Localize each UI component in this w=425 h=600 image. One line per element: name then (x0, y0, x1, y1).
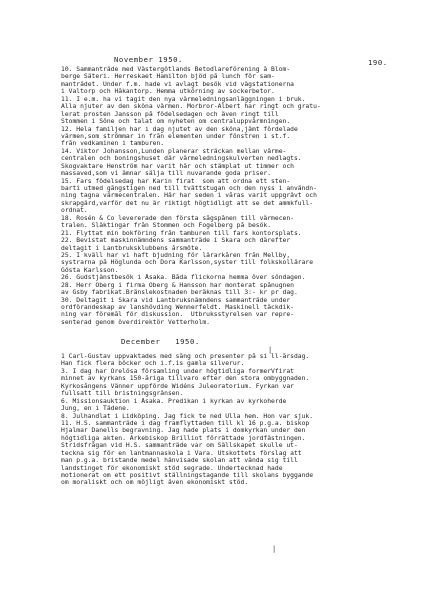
text-line: massaved,som vi ämnar sälja till nuvarande goda priser. (61, 170, 272, 178)
text-line: 11. I e.m. ha vi tagit den nya värmeledningsanläggningen i bruk. (61, 95, 306, 103)
page-number: 190. (368, 58, 388, 67)
text-line: Gösta Karlsson. (61, 266, 119, 274)
text-line: av Gsby fabrikat.Bränslekostnaden beräknas till 3:- kr pr dag. (61, 289, 298, 297)
text-line: Skogvaktare Henström har varit här och stämplat ut timmer och (61, 162, 294, 170)
text-line: 10. Sammanträde med Västergötlands Betodlareförening å Blom- (61, 66, 291, 73)
month-header: November 1950. (114, 55, 183, 64)
text-line: motionerat om ett positivt ställningstagande till skolans byggande (61, 472, 314, 479)
text-line: 3. I dag har Örelösa församling under högtidliga formerVfirat (61, 367, 294, 375)
december-heading: December 1950. (121, 337, 200, 346)
text-line: Alla njuter av den sköna värmen. Morbror-Albert har ringt och gratu- (61, 103, 321, 111)
text-line: 18. Rosén & Co levererade den första sågspånen till värmecen- (61, 214, 294, 222)
text-line: man p.g.a. bristande medel hänvisade skolan att vända sig till (61, 457, 298, 465)
november-entries (61, 66, 411, 326)
text-line: fullsatt till bristningsgränsen. (61, 390, 184, 398)
text-line: systrarna på Höglunda och Dora Karlsson,syster till folkskollärare (61, 259, 314, 267)
text-line: 14. Viktor Johansson,Lunden planerar sträckan mellan värme- (61, 147, 287, 155)
text-line: Jung, en i Tädene. (61, 405, 130, 413)
text-line: tralen. Släktingar från Stommen och Fogelberg på besök. (61, 222, 272, 230)
text-line: ordförandeskap av lanshövding Wennerfeldt. Maskinell täckdik- (61, 304, 294, 311)
text-line: deltagit i Lantbruksklubbens årsmöte. (61, 244, 203, 252)
text-line: 8. Julhandlat i Lidköping. Jag fick te ned Ulla hem. Hon var sjuk. (61, 412, 314, 420)
text-line: 25. I kväll har vi haft bjudning för lärarkåren från Mellby, (61, 251, 291, 259)
text-line: från vedkaminen i tamburen. (61, 140, 165, 148)
text-line: 22. Bevistat maskinnämndens sammanträde i Skara och därefter (61, 237, 291, 245)
text-line: minnet av kyrkans 150-åriga tillvaro efter den stora ombyggnaden. (61, 375, 310, 383)
text-line: centralen och boningshuset där värmeledningskulverten nedlagts. (61, 155, 302, 163)
text-line: ordnat. (61, 207, 88, 215)
text-line: 21. Flyttat min bokföring från tamburen till fars kontorsplats. (61, 229, 302, 237)
december-entries (61, 353, 411, 487)
text-line: manträdet. Under f.m. hade vi avlagt besök vid vägstationerna (61, 80, 294, 88)
text-line: ning var föremål för diskussion. Utbruksstyrelsen var repre- (61, 311, 294, 319)
text-line: 28. Herr Öberg i firma Öberg & Hansson har monterat spånugnen (61, 281, 294, 289)
text-line: 15. Fars födelsedag har Karin firat som att ordna ett sten- (61, 177, 291, 185)
text-line: Hjalmar Danells begravning. Jag hade plats i domkyrkan under den (61, 427, 306, 435)
bottom-mark: | (272, 545, 277, 553)
text-line: om moraliskt och om möjligt även ekonomiskt stöd. (61, 479, 249, 487)
text-line: i Valtorp och Håkantorp. Hemma utkörning av sockerbetor. (61, 88, 275, 96)
text-line: värmen,som strömmar in från elementen under fönstren i st.f. (61, 132, 291, 140)
text-line: teckna sig för en lantmannaskola i Vara. Utskottets förslag att (61, 449, 302, 457)
text-line: Han fick flera böcker och i.f.is gamla silverur. (61, 360, 245, 368)
text-line: skrapgärd,varför det nu är riktigt högtidligt att se det ammkfull- (61, 199, 314, 207)
text-line: högtidliga akten. Ärkebiskop Brilliot förrättade jordfästningen. (61, 434, 306, 442)
text-line: barti utmed gångstigen ned till tvättstugan och den nyss i användn- (61, 185, 317, 192)
text-line: Kyrkosångens Vänner uppförde Widéns Juleoratorium. Fyrkan var (61, 382, 294, 390)
text-line: Stridsfrågan vid H.S. sammanträde var om Sällskapet skulle ut- (61, 442, 298, 450)
margin-mark: | (268, 346, 273, 354)
text-line: lerat prosten Jansson på födelsedagen och även ringt till (61, 110, 279, 118)
text-line: 11. H.S. sammanträde i dag framflyttaden till kl 16 p.g.a. biskop (61, 419, 310, 427)
text-line: 30. Deltagit i Skara vid Lantbruksnämndens sammanträde under (61, 296, 291, 304)
text-line: Stommen i Söne och talat om nyheten om centraluppvärmningen. (61, 118, 291, 126)
text-line: 12. Hela familjen har i dag njutet av den sköna,jämt fördelade (61, 125, 298, 133)
text-line: landstinget för ekonomiskt stöd segrade. Undertecknad hade (61, 464, 283, 472)
text-line: berge Säteri. Herreskaet Hamilton bjöd på lunch för sam- (61, 73, 275, 81)
text-line: ning tagna värmecentralen. Här har seden i våras varit uppgrävt och (61, 192, 317, 200)
text-line: 26. Gudstjänstbesök i Åsaka. Båda flickorna hemma över söndagen. (61, 274, 306, 282)
text-line: 1 Carl-Gustav uppvaktades med sång och presenter på si ll-årsdag. (61, 353, 310, 360)
text-line: senterad genom överdirektör Vetterholm. (61, 318, 210, 326)
text-line: 6. Missionsauktion i Åsaka. Predikan i kyrkan av kyrkoherde (61, 397, 287, 405)
